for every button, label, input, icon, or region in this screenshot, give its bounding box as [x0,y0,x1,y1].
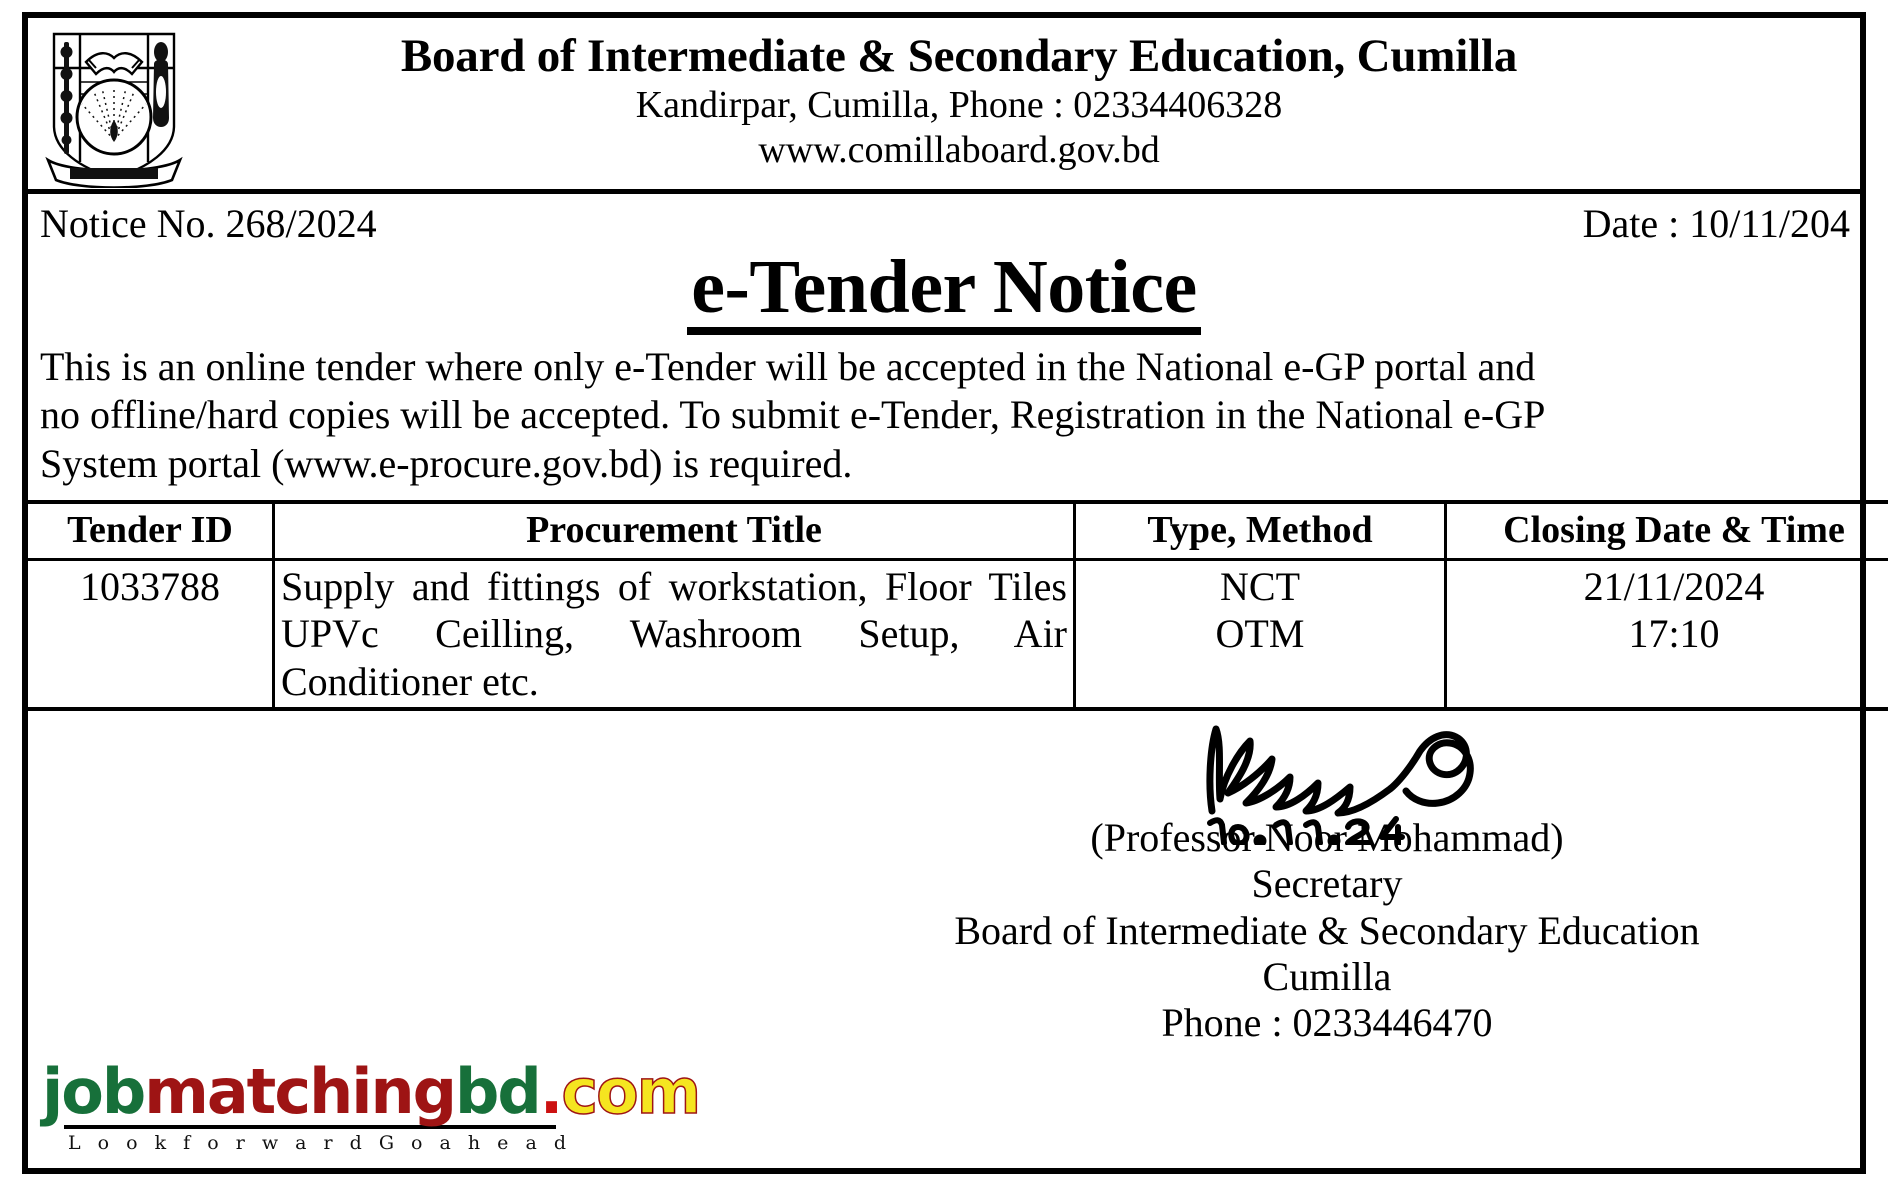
closing-time-value: 17:10 [1628,611,1720,657]
column-header-tender-id: Tender ID [28,502,274,560]
notice-number: Notice No. 268/2024 [40,201,377,246]
column-header-closing-date-time: Closing Date & Time [1446,502,1888,560]
tender-table-head [28,502,1888,560]
column-header-procurement-title: Procurement Title [274,502,1075,560]
tender-table-body [28,560,1888,709]
method-value: OTM [1215,611,1305,657]
logo-part-dot: . [539,1055,562,1128]
logo-tagline: L o o k f o r w a r d G o a h e a d [68,1132,572,1154]
page-title: e-Tender Notice [687,249,1200,335]
cell-procurement-title: Supply and fittings of workstation, Floor Tiles UPVc Ceilling, Washroom Setup, Air Conditioner etc. [274,560,1075,709]
signature-block [822,815,1832,1047]
notice-header [28,18,1860,194]
signature-area [28,711,1860,1168]
notice-body-paragraph [28,335,1860,488]
logo-part-job: job [42,1055,145,1128]
cell-closing-date-time [1446,560,1888,709]
logo-wordmark [42,1055,700,1128]
table-row [28,560,1888,709]
logo-part-com: com [561,1055,700,1128]
body-line-3: System portal (www.e-procure.gov.bd) is required. [40,440,853,486]
column-header-type-method: Type, Method [1075,502,1446,560]
logo-part-matching: matching [144,1055,455,1128]
organization-name: Board of Intermediate & Secondary Education, Cumilla [400,30,1518,82]
signatory-organization: Board of Intermediate & Secondary Education [954,907,1700,953]
organization-address: Kandirpar, Cumilla, Phone : 02334406328 [635,83,1283,126]
header-text-block [208,18,1860,174]
notice-date: Date : 10/11/204 [1582,201,1850,246]
board-crest-icon [36,22,192,188]
signatory-designation: Secretary [1251,861,1403,907]
cell-tender-id: 1033788 [28,560,274,709]
type-value: NCT [1220,564,1300,610]
document-title-wrap [28,245,1860,335]
tender-table [28,500,1888,711]
signatory-phone: Phone : 0233446470 [1161,1000,1493,1046]
jobmatchingbd-logo[interactable] [42,1055,700,1154]
closing-date-value: 21/11/2024 [1583,564,1765,610]
cell-type-method [1075,560,1446,709]
logo-part-bd: bd [454,1055,540,1128]
body-line-1: This is an online tender where only e-Tender will be accepted in the National e-GP portal and [40,344,1536,389]
notice-container [22,12,1866,1174]
table-header-row [28,502,1888,560]
signatory-city: Cumilla [1262,953,1392,999]
organization-website: www.comillaboard.gov.bd [758,129,1160,172]
notice-meta-row [28,194,1860,247]
body-line-2: no offline/hard copies will be accepted. To submit e-Tender, Registration in the National e-GP [40,392,1546,438]
signatory-name: (Professor Noor Mohammad) [1090,814,1564,860]
